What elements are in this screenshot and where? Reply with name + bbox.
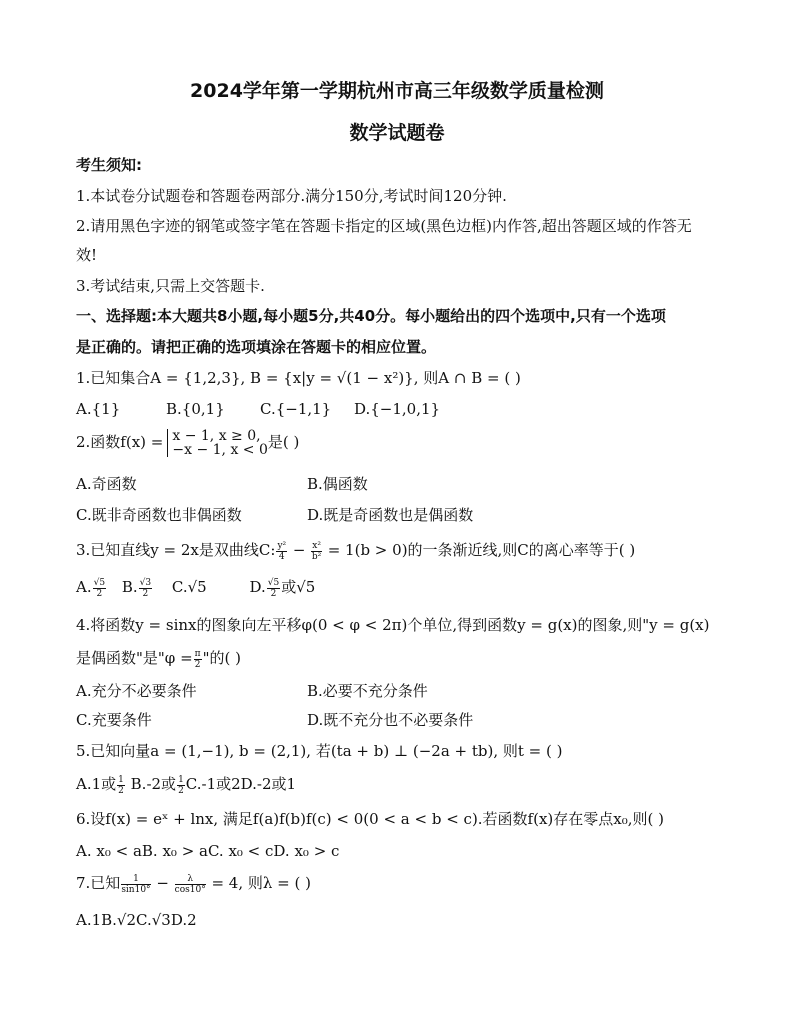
fraction [93, 578, 106, 599]
page-subtitle: 数学试题卷 [349, 122, 445, 144]
frac-num: x² [312, 540, 321, 551]
q2-option-a: A.奇函数 [76, 475, 137, 493]
fraction [139, 578, 152, 599]
fraction [311, 541, 322, 562]
fraction [267, 578, 280, 599]
frac-num: 1 [121, 874, 150, 885]
question-3-stem [76, 540, 635, 562]
q2-suffix: 是( ) [267, 433, 300, 451]
q4-option-a: A.充分不必要条件 [76, 682, 197, 700]
q1-option-b: B.{0,1} [166, 400, 225, 418]
section-heading: 一、选择题:本大题共8小题,每小题5分,共40分。每小题给出的四个选项中,只有一个选项 [76, 307, 666, 325]
q4-option-b: B.必要不充分条件 [307, 682, 428, 700]
frac-den: 2 [96, 588, 103, 599]
q7-stem-b: = 4, 则λ = ( ) [206, 874, 311, 892]
q6-options: A. x₀ < aB. x₀ > aC. x₀ < cD. x₀ > c [76, 842, 340, 860]
question-4-line-2 [76, 648, 241, 670]
frac-num: λ [175, 874, 206, 885]
q3-stem-a: 3.已知直线y = 2x是双曲线C: [76, 541, 276, 559]
frac-den: 2 [194, 659, 201, 670]
fraction [117, 775, 125, 796]
frac-den: 2 [142, 588, 149, 599]
q3-option-c: C.√5 [171, 578, 207, 596]
notice-item: 2.请用黑色字迹的钢笔或签字笔在答题卡指定的区域(黑色边框)内作答,超出答题区域的作答无 [76, 217, 692, 235]
section-heading-cont: 是正确的。请把正确的选项填涂在答题卡的相应位置。 [76, 338, 437, 356]
minus-sign: − [151, 874, 174, 892]
q2-option-b: B.偶函数 [307, 475, 368, 493]
frac-den: 4 [278, 551, 285, 562]
q2-case-1: x − 1, x ≥ 0, [172, 428, 261, 444]
q2-case-2: −x − 1, x < 0 [172, 442, 268, 458]
frac-den: sin10° [121, 884, 151, 895]
question-5-stem: 5.已知向量a = (1,−1), b = (2,1), 若(ta + b) ⊥ (−2a + tb), 则t = ( ) [76, 742, 563, 760]
q7-stem-a: 7.已知 [76, 874, 121, 892]
q1-option-c: C.{−1,1} [260, 400, 332, 418]
frac-den: 2 [118, 785, 124, 796]
question-4-line-1: 4.将函数y = sinx的图象向左平移φ(0 < φ < 2π)个单位,得到函数y = g(x)的图象,则"y = g(x) [76, 616, 710, 634]
notice-heading: 考生须知: [76, 156, 142, 174]
q5-option-a: A.1或 [76, 775, 117, 793]
question-1-stem: 1.已知集合A = {1,2,3}, B = {x|y = √(1 − x²)}, 则A ∩ B = ( ) [76, 369, 521, 387]
q1-option-a: A.{1} [76, 400, 121, 418]
notice-item: 1.本试卷分试题卷和答题卷两部分.满分150分,考试时间120分钟. [76, 187, 507, 205]
q3-option-d-tail: 或√5 [281, 578, 316, 596]
frac-num: y² [277, 540, 287, 551]
frac-den: cos10° [174, 884, 206, 895]
page-title: 2024学年第一学期杭州市高三年级数学质量检测 [190, 80, 604, 102]
q3-options [76, 577, 315, 599]
fraction [194, 649, 202, 670]
q4-line2-a: 是偶函数"是"φ = [76, 649, 193, 667]
frac-num: √5 [93, 577, 106, 588]
q5-option-rest: C.-1或2D.-2或1 [185, 775, 297, 793]
question-6-stem: 6.设f(x) = eˣ + lnx, 满足f(a)f(b)f(c) < 0(0 < a < b < c).若函数f(x)存在零点x₀,则( ) [76, 810, 664, 828]
frac-den: 2 [178, 785, 184, 796]
q3-option-d-label: D. [249, 578, 266, 596]
q3-stem-b: = 1(b > 0)的一条渐近线,则C的离心率等于( ) [322, 541, 636, 559]
notice-item: 效! [76, 246, 98, 264]
q2-option-d: D.既是奇函数也是偶函数 [307, 506, 474, 524]
piecewise-cases [167, 429, 268, 457]
frac-den: 2 [270, 588, 277, 599]
frac-num: 1 [118, 774, 124, 785]
q4-option-d: D.既不充分也不必要条件 [307, 711, 474, 729]
question-2-stem [76, 429, 299, 457]
notice-item: 3.考试结束,只需上交答题卡. [76, 277, 265, 295]
fraction [177, 775, 185, 796]
q7-options: A.1B.√2C.√3D.2 [76, 911, 197, 929]
q1-option-d: D.{−1,0,1} [354, 400, 441, 418]
fraction [175, 874, 206, 895]
frac-den: b² [311, 551, 322, 562]
question-7-stem [76, 873, 311, 895]
q5-options [76, 774, 296, 796]
frac-num: 1 [178, 774, 184, 785]
frac-num: √5 [267, 577, 280, 588]
frac-num: √3 [139, 577, 152, 588]
minus-sign: − [288, 541, 311, 559]
fraction [121, 874, 150, 895]
frac-num: π [194, 648, 201, 659]
q3-option-a-label: A. [76, 578, 92, 596]
q3-option-b-label: B. [121, 578, 138, 596]
q4-option-c: C.充要条件 [76, 711, 152, 729]
q2-option-c: C.既非奇函数也非偶函数 [76, 506, 242, 524]
q2-prefix: 2.函数f(x) = [76, 433, 164, 451]
fraction [276, 541, 287, 562]
q4-line2-b: "的( ) [202, 649, 241, 667]
q5-option-b: B.-2或 [125, 775, 177, 793]
